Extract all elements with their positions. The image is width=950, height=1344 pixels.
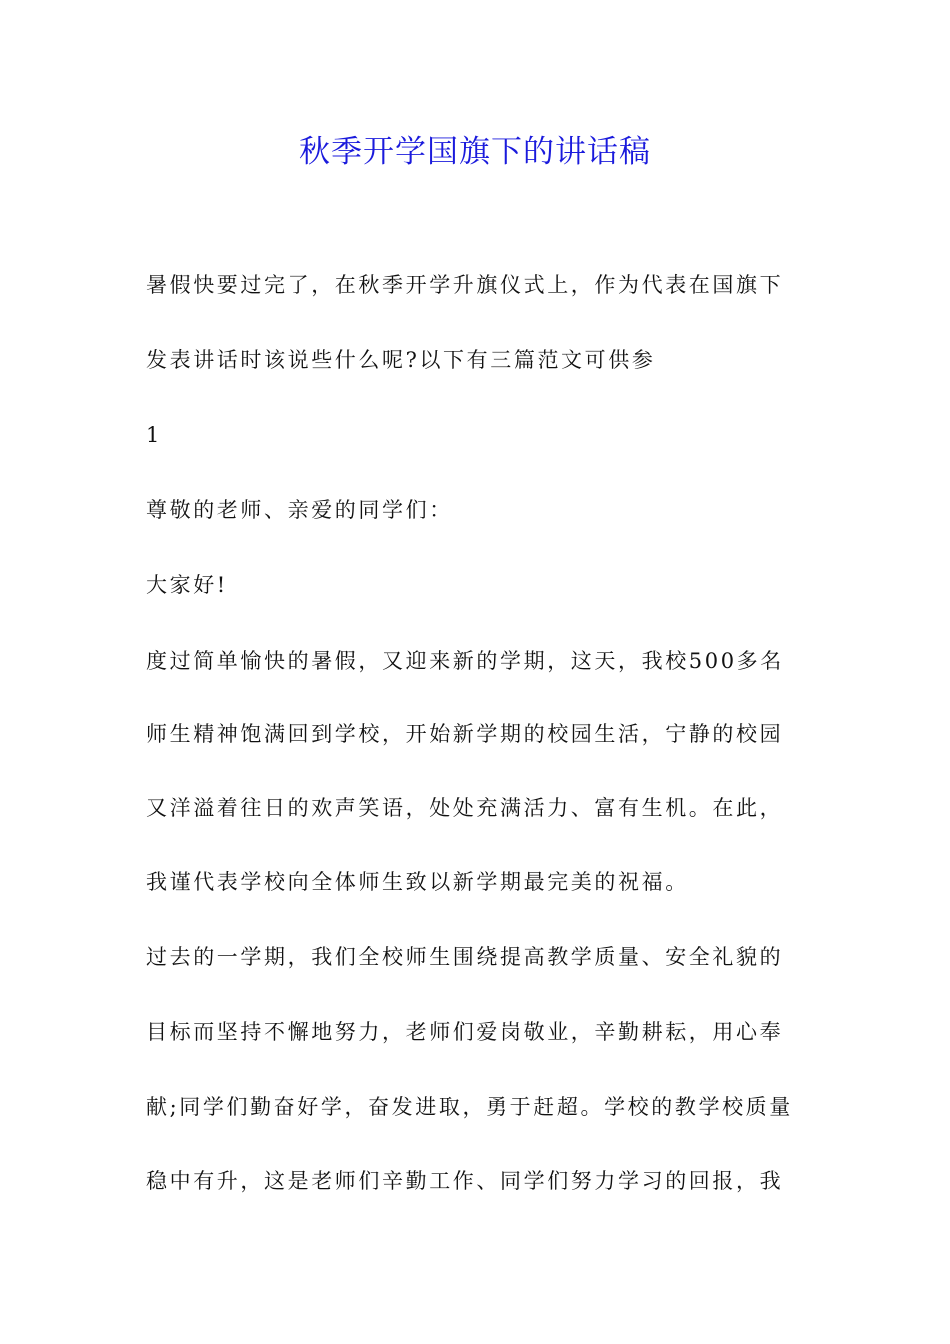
paragraph-line: 师生精神饱满回到学校，开始新学期的校园生活，宁静的校园 [146, 722, 784, 746]
paragraph-line: 发表讲话时该说些什么呢?以下有三篇范文可供参 [146, 348, 656, 372]
greeting: 大家好! [146, 573, 228, 597]
paragraph-line: 又洋溢着往日的欢声笑语，处处充满活力、富有生机。在此， [146, 796, 784, 820]
paragraph-line: 我谨代表学校向全体师生致以新学期最完美的祝福。 [146, 870, 689, 894]
paragraph-line: 目标而坚持不懈地努力，老师们爱岗敬业，辛勤耕耘，用心奉 [146, 1020, 784, 1044]
paragraph-line: 度过简单愉快的暑假，又迎来新的学期，这天，我校500多名 [146, 649, 784, 673]
paragraph-line: 稳中有升，这是老师们辛勤工作、同学们努力学习的回报，我 [146, 1169, 784, 1193]
section-number: 1 [146, 423, 162, 447]
paragraph-line: 暑假快要过完了，在秋季开学升旗仪式上，作为代表在国旗下 [146, 273, 784, 297]
paragraph-line: 过去的一学期，我们全校师生围绕提高教学质量、安全礼貌的 [146, 945, 784, 969]
salutation: 尊敬的老师、亲爱的同学们： [146, 498, 453, 522]
paragraph-line: 献;同学们勤奋好学，奋发进取，勇于赶超。学校的教学校质量 [146, 1095, 793, 1119]
page-title: 秋季开学国旗下的讲话稿 [299, 134, 651, 170]
